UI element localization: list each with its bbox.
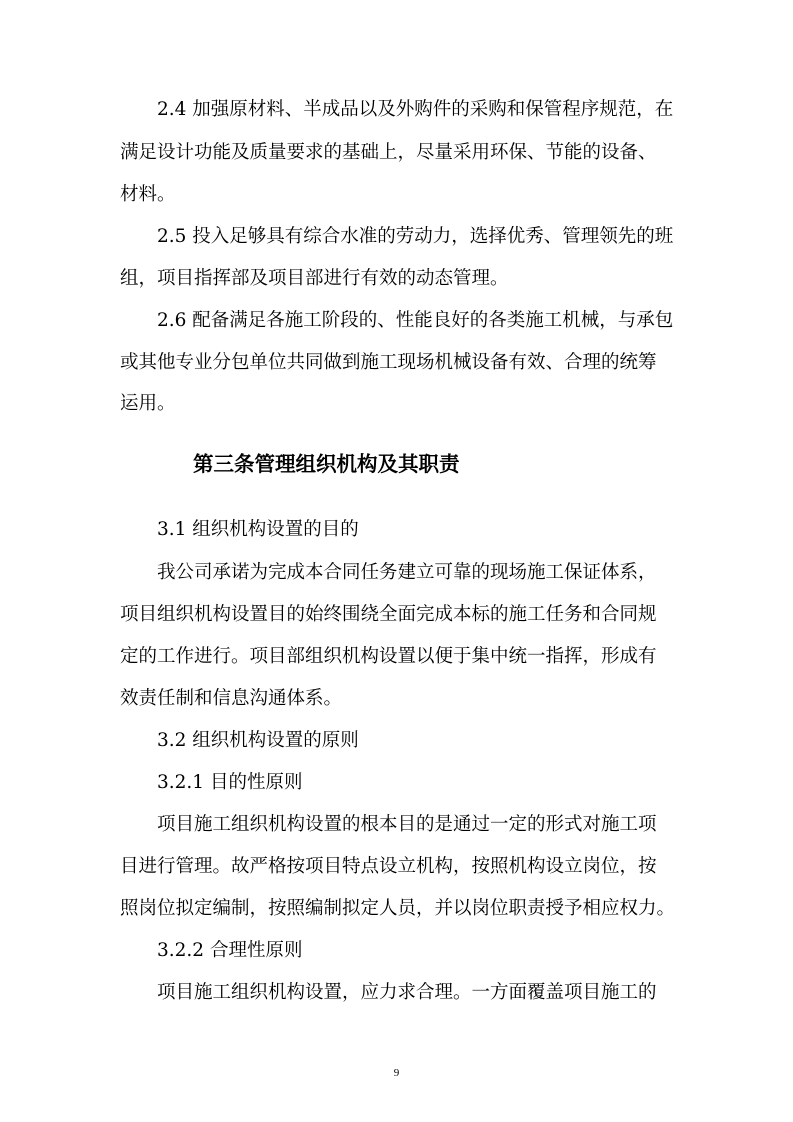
paragraph-2-5-line-2: 组，项目指挥部及项目部进行有效的动态管理。: [120, 268, 509, 289]
paragraph-3-2-1-line-3: 照岗位拟定编制，按照编制拟定人员，并以岗位职责授予相应权力。: [120, 898, 676, 919]
paragraph-2-4-line-2: 满足设计功能及质量要求的基础上，尽量采用环保、节能的设备、: [120, 142, 657, 163]
paragraph-2-6-line-3: 运用。: [120, 393, 176, 414]
paragraph-2-4-line-1: 2.4 加强原材料、半成品以及外购件的采购和保管程序规范，在: [157, 99, 674, 120]
paragraph-3-1-line-3: 定的工作进行。项目部组织机构设置以便于集中统一指挥，形成有: [120, 646, 657, 667]
subheading-3-2: 3.2 组织机构设置的原则: [157, 730, 359, 751]
paragraph-3-1-line-2: 项目组织机构设置目的始终围绕全面完成本标的施工任务和合同规: [120, 604, 657, 625]
subheading-3-1: 3.1 组织机构设置的目的: [157, 519, 359, 540]
subheading-3-2-2: 3.2.2 合理性原则: [157, 940, 303, 961]
paragraph-3-1-line-1: 我公司承诺为完成本合同任务建立可靠的现场施工保证体系，: [157, 562, 657, 583]
paragraph-3-2-2-line-1: 项目施工组织机构设置，应力求合理。一方面覆盖项目施工的: [157, 982, 657, 1003]
paragraph-3-2-1-line-1: 项目施工组织机构设置的根本目的是通过一定的形式对施工项: [157, 814, 657, 835]
page-number: 9: [393, 1067, 400, 1079]
paragraph-2-6-line-2: 或其他专业分包单位共同做到施工现场机械设备有效、合理的统筹: [120, 352, 657, 373]
paragraph-2-5-line-1: 2.5 投入足够具有综合水准的劳动力，选择优秀、管理领先的班: [157, 226, 674, 247]
paragraph-2-6-line-1: 2.6 配备满足各施工阶段的、性能良好的各类施工机械，与承包: [157, 310, 674, 331]
section-heading: 第三条管理组织机构及其职责: [193, 452, 460, 476]
paragraph-3-1-line-4: 效责任制和信息沟通体系。: [120, 688, 343, 709]
subheading-3-2-1: 3.2.1 目的性原则: [157, 772, 303, 793]
paragraph-3-2-1-line-2: 目进行管理。故严格按项目特点设立机构，按照机构设立岗位，按: [120, 856, 657, 877]
paragraph-2-4-line-3: 材料。: [120, 184, 176, 205]
